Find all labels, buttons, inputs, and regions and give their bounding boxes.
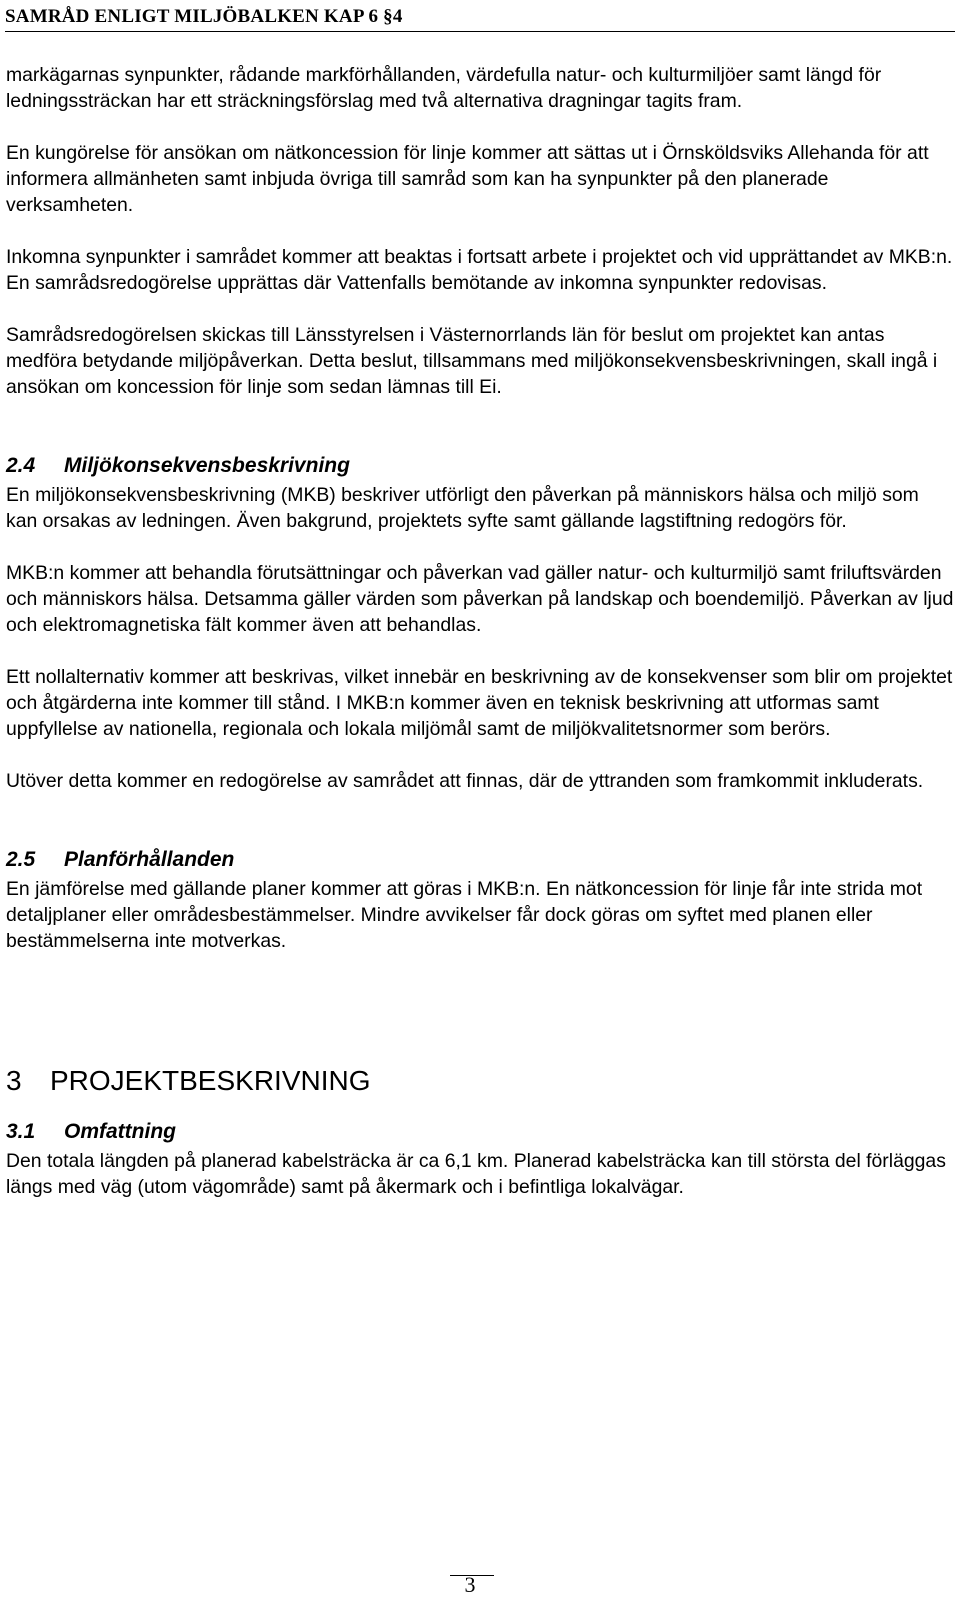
section-number: 3.1	[6, 1120, 36, 1143]
body-paragraph: Ett nollalternativ kommer att beskrivas, vilket innebär en beskrivning av de konsekvenser som blir om projektet och åtgärderna inte kommer till stånd. I MKB:n kommer även en teknisk beskrivning att utformas samt uppfyllelse av nationella, regionala och lokala miljömål samt de miljökvalitetsnormer som berörs.	[6, 666, 953, 740]
body-paragraph: Den totala längden på planerad kabelsträcka är ca 6,1 km. Planerad kabelsträcka kan till största del förläggas längs med väg (utom vägområde) samt på åkermark och i befintliga lokalvägar.	[6, 1150, 946, 1198]
section-heading-3-1	[6, 1118, 954, 1146]
section-number: 2.5	[6, 848, 36, 871]
section-title: Omfattning	[64, 1120, 176, 1143]
body-paragraph: MKB:n kommer att behandla förutsättningar och påverkan vad gäller natur- och kulturmiljö samt friluftsvärden och människors hälsa. Detsamma gäller värden som påverkan på landskap och boendemiljö. Påverkan av ljud och elektromagnetiska fält kommer även att behandlas.	[6, 562, 954, 636]
running-header: SAMRÅD ENLIGT MILJÖBALKEN KAP 6 §4	[5, 6, 955, 32]
spacer	[6, 820, 954, 846]
body-paragraph: En kungörelse för ansökan om nätkoncession för linje kommer att sättas ut i Örnsköldsviks Allehanda för att informera allmänheten samt inbjuda övriga till samråd som kan ha synpunkter på den planerade verksamheten.	[6, 142, 929, 216]
body-paragraph: En jämförelse med gällande planer kommer att göras i MKB:n. En nätkoncession för linje får inte strida mot detaljplaner eller områdesbestämmelser. Mindre avvikelser får dock göras om syftet med planen eller bestämmelserna inte motverkas.	[6, 878, 923, 952]
section-heading-2-4	[6, 452, 954, 480]
body-paragraph: markägarnas synpunkter, rådande markförhållanden, värdefulla natur- och kulturmiljöer samt längd för ledningssträckan har ett sträckningsförslag med två alternativa dragningar tagits fram.	[6, 64, 882, 112]
body-paragraph: En miljökonsekvensbeskrivning (MKB) beskriver utförligt den påverkan på människors hälsa och miljö som kan orsakas av ledningen. Även bakgrund, projektets syfte samt gällande lagstiftning redogörs för.	[6, 484, 919, 532]
page-body	[6, 62, 954, 1226]
chapter-title: PROJEKTBESKRIVNING	[50, 1065, 371, 1096]
chapter-number: 3	[6, 1065, 22, 1096]
body-paragraph: Utöver detta kommer en redogörelse av samrådet att finnas, där de yttranden som framkommit inkluderats.	[6, 770, 924, 792]
section-heading-2-5	[6, 846, 954, 874]
section-title: Planförhållanden	[64, 848, 235, 871]
page-number: 3	[464, 1572, 476, 1597]
spacer	[6, 426, 954, 452]
body-paragraph: Inkomna synpunkter i samrådet kommer att beaktas i fortsatt arbete i projektet och vid upprättandet av MKB:n. En samrådsredogörelse upprättas där Vattenfalls bemötande av inkomna synpunkter redovisas.	[6, 246, 953, 294]
chapter-heading-3	[6, 1064, 954, 1098]
spacer	[6, 980, 954, 1064]
body-paragraph: Samrådsredogörelsen skickas till Länsstyrelsen i Västernorrlands län för beslut om projektet kan antas medföra betydande miljöpåverkan. Detta beslut, tillsammans med miljökonsekvensbeskrivningen, skall ingå i ansökan om koncession för linje som sedan lämnas till Ei.	[6, 324, 938, 398]
section-number: 2.4	[6, 454, 36, 477]
section-title: Miljökonsekvensbeskrivning	[64, 454, 350, 477]
